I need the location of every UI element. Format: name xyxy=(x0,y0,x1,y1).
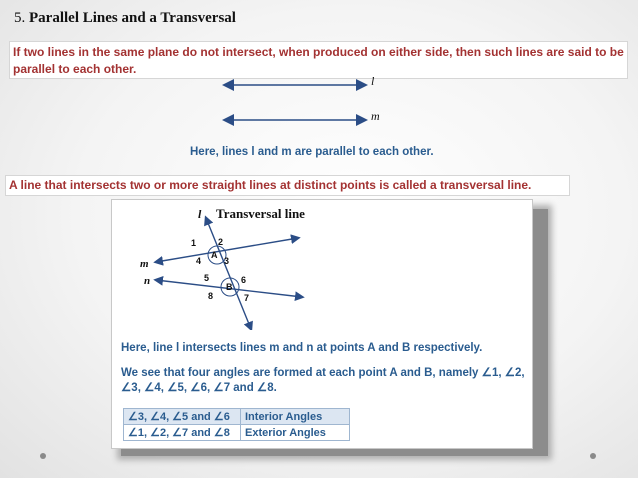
angle-5: 5 xyxy=(204,273,210,283)
angle-7: 7 xyxy=(244,293,250,303)
table-row xyxy=(124,409,350,425)
transversal-l xyxy=(206,218,251,329)
point-b-label: B xyxy=(226,282,233,292)
angle-6: 6 xyxy=(241,275,247,285)
intersect-note: Here, line l intersects lines m and n at points A and B respectively. xyxy=(121,342,483,354)
angle-8: 8 xyxy=(208,291,214,301)
parallel-definition-text: If two lines in the same plane do not intersect, when produced on either side, then such lines are said to be parallel to each other. xyxy=(13,45,624,76)
label-transversal-l: l xyxy=(198,207,202,221)
table-row xyxy=(124,425,350,441)
transversal-figure-title: Transversal line xyxy=(216,206,305,221)
parallel-note: Here, lines l and m are parallel to each other. xyxy=(190,146,434,158)
table-cell-angles: ∠1, ∠2, ∠7 and ∠8 xyxy=(124,425,241,441)
transversal-definition-box xyxy=(5,175,570,196)
label-n: n xyxy=(144,275,151,287)
parallel-lines-figure xyxy=(215,68,395,130)
label-m-transversal: m xyxy=(140,258,149,270)
table-cell-type: Exterior Angles xyxy=(241,425,350,441)
angle-3: 3 xyxy=(224,256,230,266)
angle-2: 2 xyxy=(218,237,224,247)
angle-4: 4 xyxy=(196,256,202,266)
left-bullet-dot xyxy=(40,453,46,459)
label-m: m xyxy=(371,109,380,123)
angle-types-table xyxy=(123,408,350,441)
table-cell-type: Interior Angles xyxy=(241,409,350,425)
right-bullet-dot xyxy=(590,453,596,459)
table-cell-angles: ∠3, ∠4, ∠5 and ∠6 xyxy=(124,409,241,425)
transversal-definition-text: A line that intersects two or more straight lines at distinct points is called a transversal line. xyxy=(9,178,532,192)
angle-1: 1 xyxy=(191,238,197,248)
title-number: 5. xyxy=(14,10,26,26)
title-text: Parallel Lines and a Transversal xyxy=(29,10,236,26)
transversal-card xyxy=(111,199,533,449)
slide-title xyxy=(14,10,236,27)
angles-note: We see that four angles are formed at each point A and B, namely ∠1, ∠2, ∠3, ∠4, ∠5, ∠6, ∠7 and ∠8. xyxy=(121,367,525,394)
label-l: l xyxy=(371,74,375,88)
point-a-label: A xyxy=(211,250,218,260)
